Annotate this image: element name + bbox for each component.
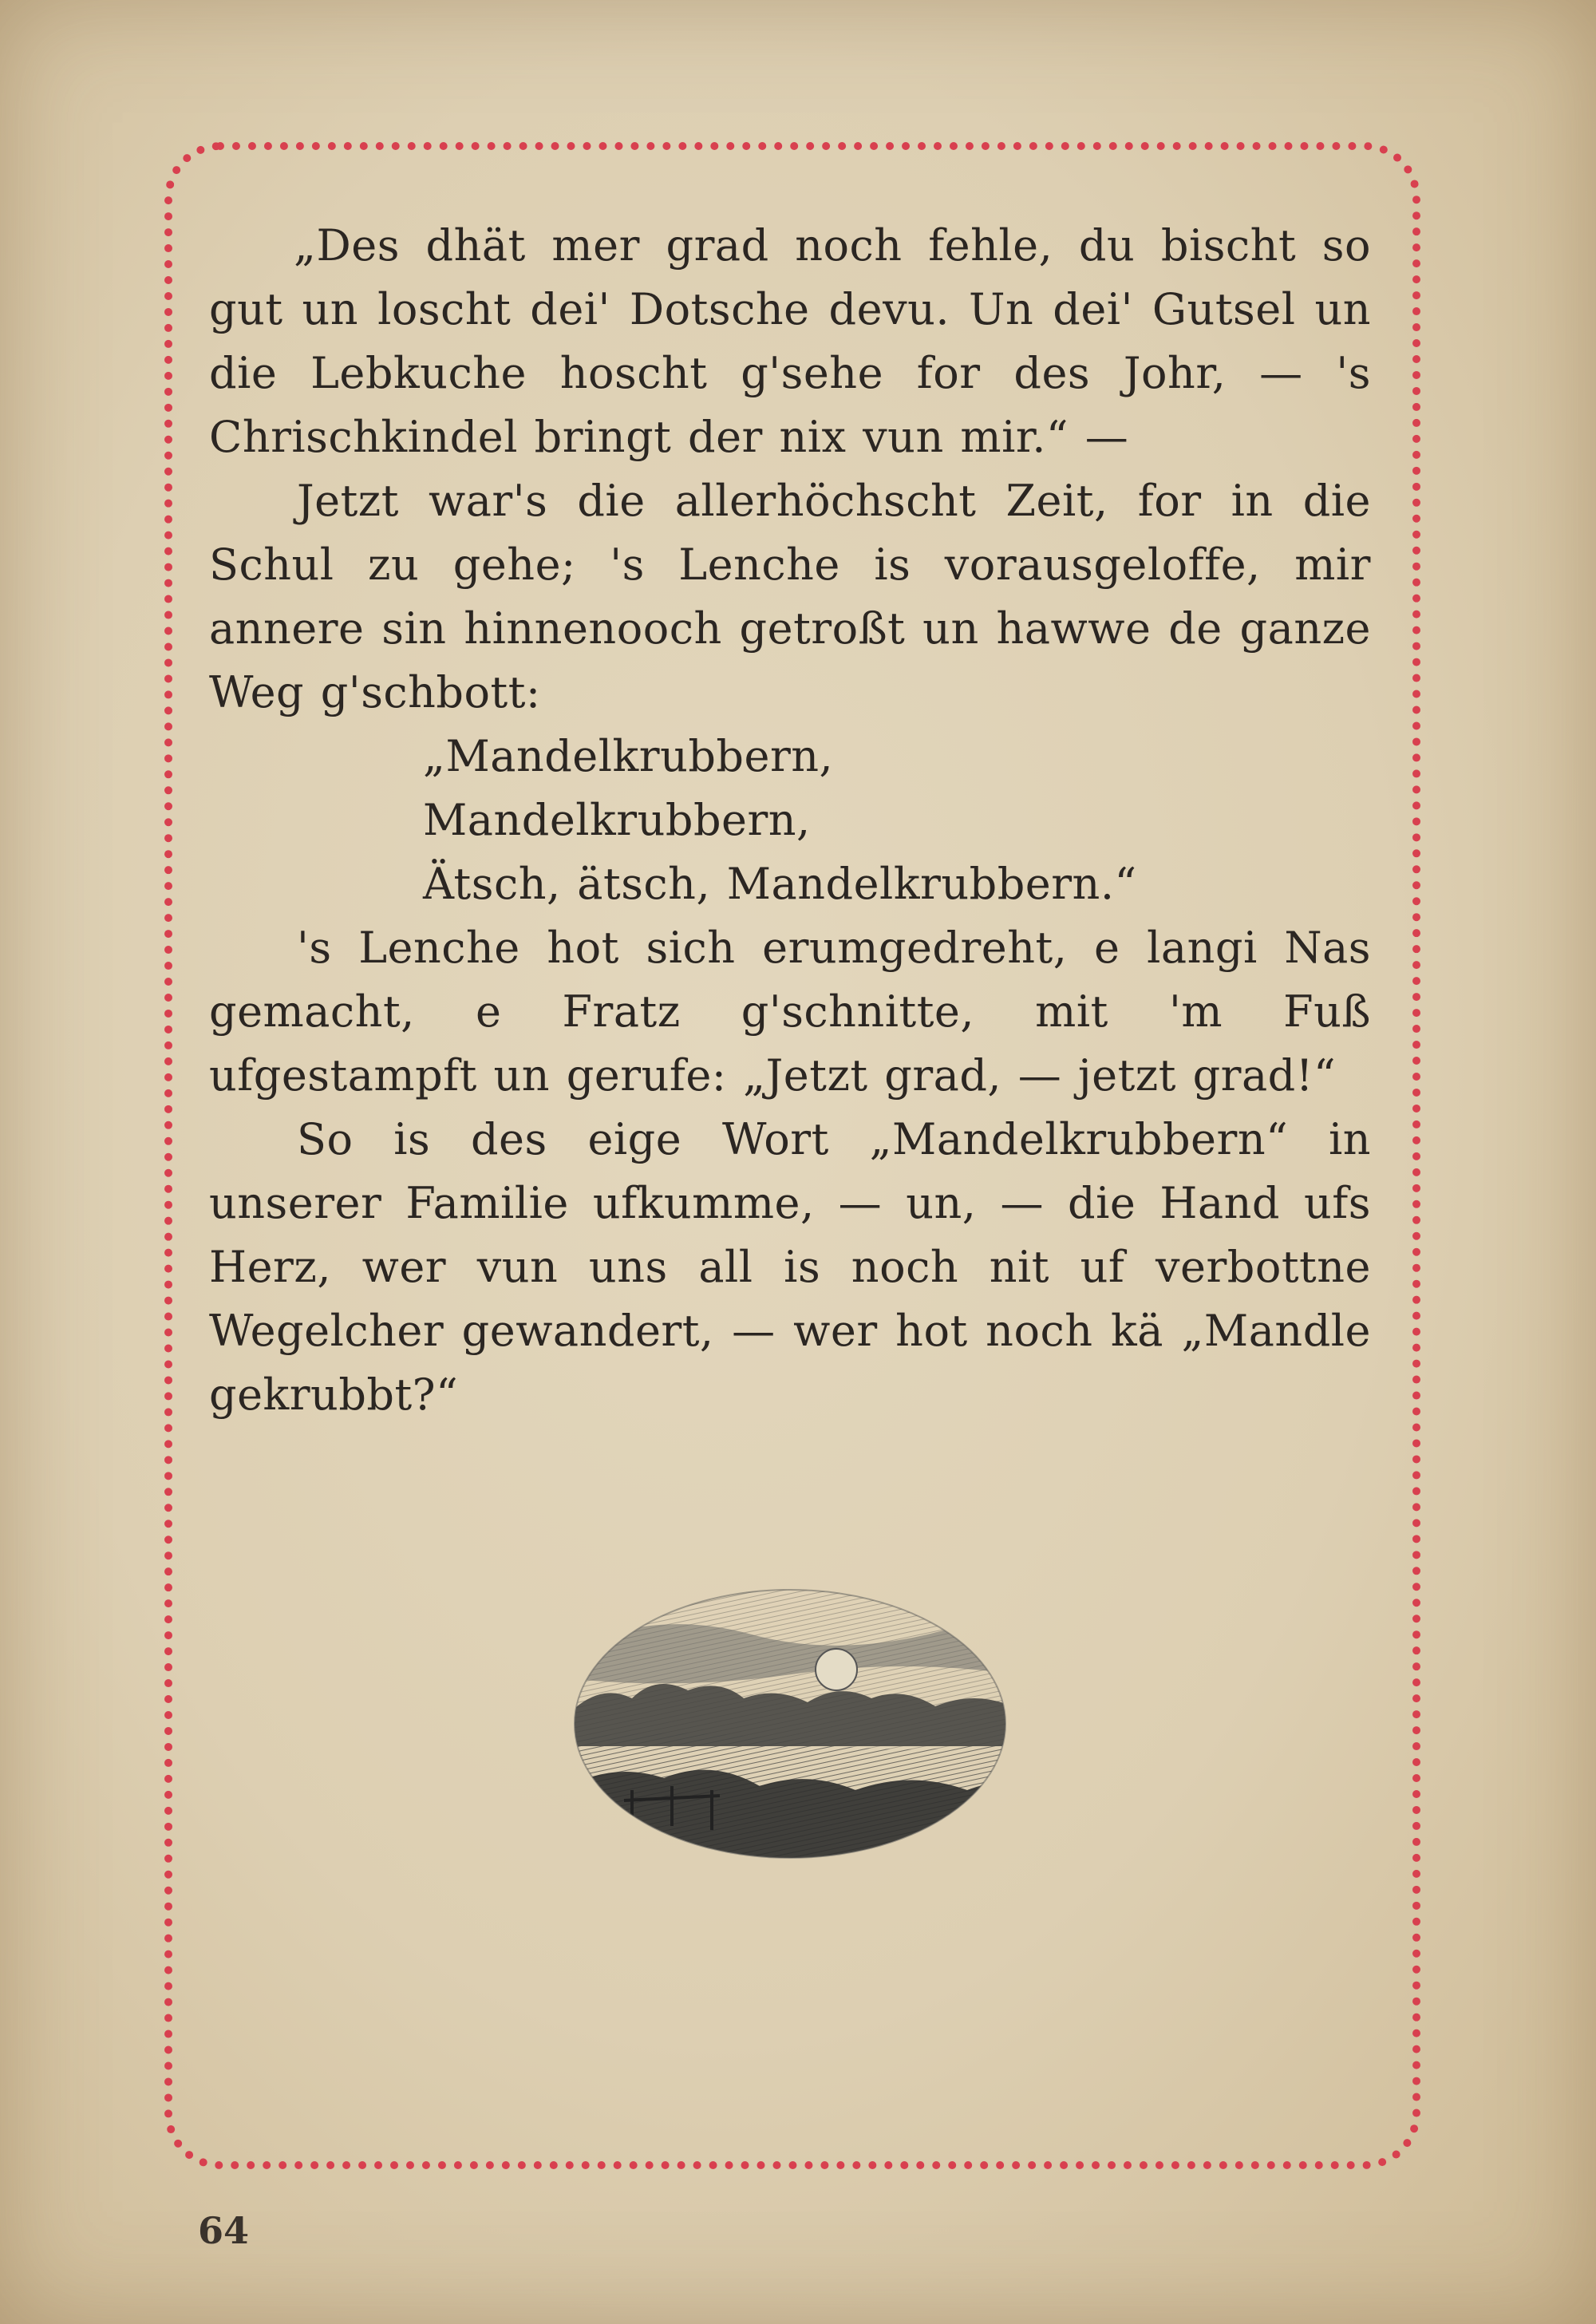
verse-line-2: Mandelkrubbern,: [423, 795, 811, 845]
landscape-vignette-illustration: [568, 1587, 1012, 1871]
paragraph-3: 's Lenche hot sich erumgedreht, e langi Nas gemacht, e Fratz g'schnitte, mit 'm Fuß ufgestampft un gerufe: „Jetzt grad, — jetzt grad!“: [209, 923, 1371, 1101]
paragraph-4: So is des eige Wort „Mandelkrubbern“ in unserer Familie ufkumme, — un, — die Hand ufs Herz, wer vun uns all is noch nit uf verbottne Wegelcher gewandert, — wer hot noch kä „Mandle gekrubbt?“: [209, 1114, 1371, 1420]
body-text: [209, 214, 1371, 1427]
page-number: 64: [198, 2209, 250, 2252]
verse-line-3: Ätsch, ätsch, Mandelkrubbern.“: [423, 859, 1137, 909]
paragraph-1: „Des dhät mer grad noch fehle, du bischt so gut un loscht dei' Dotsche devu. Un dei' Gutsel un die Lebkuche hoscht g'sehe for des Johr, — 's Chrischkindel bringt der nix vun mir.“ —: [209, 220, 1371, 462]
paragraph-2: Jetzt war's die allerhöchscht Zeit, for in die Schul zu gehe; 's Lenche is vorausgeloffe, mir annere sin hinnenooch getroßt un hawwe de ganze Weg g'schbott:: [209, 476, 1371, 717]
verse-line-1: „Mandelkrubbern,: [423, 731, 834, 781]
verse-block: [209, 725, 1371, 916]
